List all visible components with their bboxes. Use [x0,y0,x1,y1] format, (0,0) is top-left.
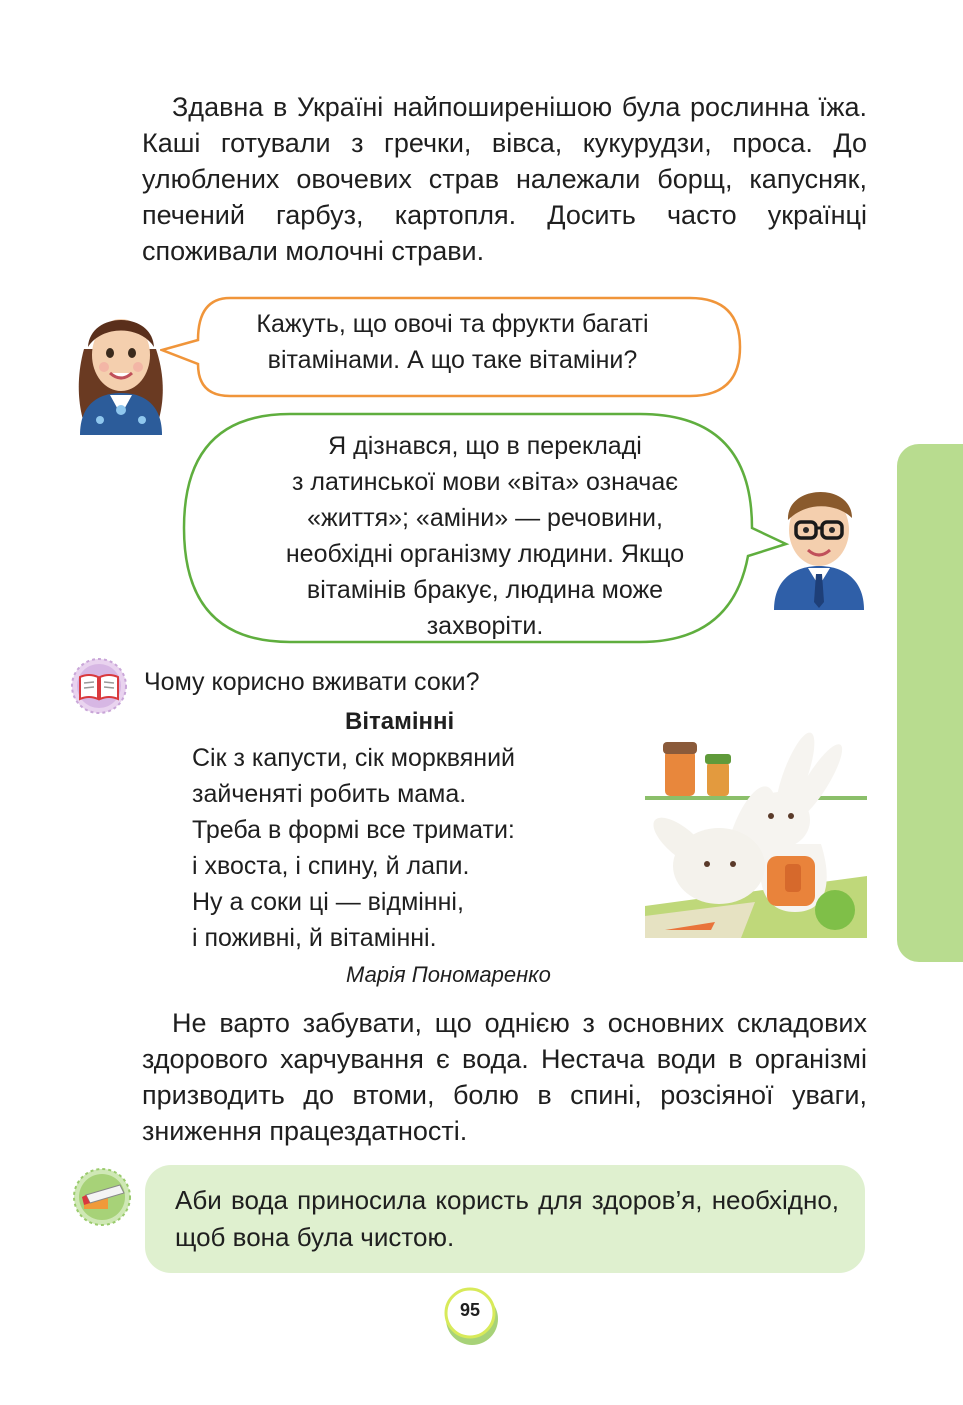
open-book-icon [70,657,128,715]
girl-avatar [70,285,172,435]
boy-avatar [768,470,870,610]
poem-title: Вітамінні [345,708,455,735]
poem-author: Марія Пономаренко [346,962,551,987]
girl-speech-bubble [160,292,745,402]
poem-line: і поживні, й вітамінні. [192,924,437,952]
bunnies-illustration [645,716,867,938]
tip-text: Аби вода приносила користь для здоров’я, необхідно, щоб вона була чистою. [175,1185,839,1252]
poem-line: і хвоста, і спину, й лапи. [192,852,470,880]
side-tab [897,444,963,962]
girl-speech-text: Кажуть, що овочі та фрукти багаті вітамінами. А що таке вітаміни? [256,310,649,374]
poem-line: зайченяті робить мама. [192,780,467,808]
pencil-icon [72,1167,132,1227]
question-text: Чому корисно вживати соки? [144,668,480,696]
boy-speech-bubble [180,408,790,648]
page-number: 95 [459,1300,481,1320]
poem-line: Ну а соки ці — відмінні, [192,888,464,916]
intro-paragraph: Здавна в Україні найпоширенішою була рослинна їжа. Каші готували з гречки, вівса, кукурудзи, проса. До улюблених овочевих страв належали борщ, капусняк, печений гарбуз, картопля. Досить часто українці споживали молочні страви. [142,92,867,266]
poem-line: Сік з капусти, сік морквяний [192,744,515,772]
poem-lines [192,740,515,956]
tip-box [145,1165,865,1273]
poem-line: Треба в формі все тримати: [192,816,515,844]
water-paragraph: Не варто забувати, що однією з основних складових здорового харчування є вода. Нестача води в організмі призводить до втоми, болю в спині, розсіяної уваги, зниження працездатності. [142,1008,867,1146]
boy-speech-text: Я дізнався, що в перекладі з латинської мови «віта» означає «життя»; «аміни» — речовини, необхідні організму людини. Якщо вітамінів бракує, людина може захворіти. [285,432,685,640]
